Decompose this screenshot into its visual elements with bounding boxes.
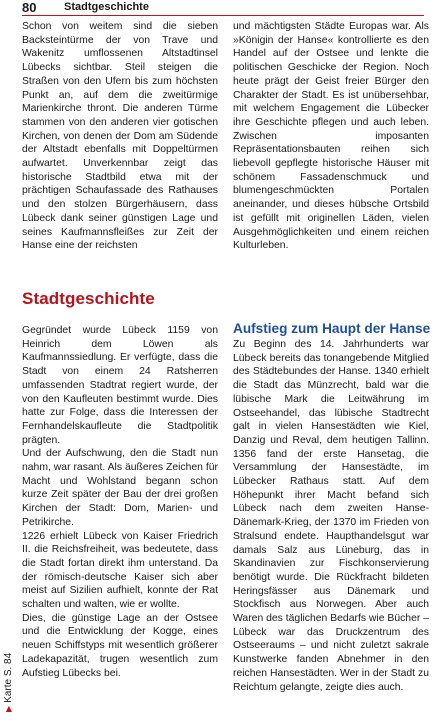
header-rule bbox=[22, 15, 424, 16]
intro-right-paragraph: und mächtigsten Städte Europas war. Als »Königin der Hanse« kontrollierte es den Handel auf der Ostsee und lenkte die politischen Geschicke der Region. Noch heute prägt der Geist freier Bürger den Charakter der Stadt. Es ist unübersehbar, mit welchem Engagement die Lübecker ihre Geschichte pflegen und auch leben. Zwischen imposanten Repräsentationsbauten reihen sich liebevoll gepflegte historische Häuser mit schönem Fassadenschmuck und blumengeschmückten Portalen aneinander, und dieses hübsche Ortsbild ist gefüllt mit originellen Läden, vielen Ausgehmöglichkeiten und einem reichen Kulturleben. bbox=[233, 21, 429, 252]
intro-right-column bbox=[233, 20, 429, 253]
section-heading: Stadtgeschichte bbox=[22, 289, 155, 308]
page-number: 80 bbox=[22, 0, 37, 15]
history-paragraph-3: 1226 erhielt Lübeck von Kaiser Friedrich II. die Reichsfreiheit, was bedeutete, dass die Stadt fortan direkt ihm unterstand. Da der römisch-deutsche Kaiser sich aber meist auf Sizilien aufhielt, konnte der Rat schalten und walten, wie er wollte. bbox=[22, 530, 218, 611]
map-reference-label: Karte S. 84 bbox=[3, 652, 14, 703]
running-title: Stadtgeschichte bbox=[64, 1, 149, 13]
history-paragraph-4: Dies, die günstige Lage an der Ostsee und die Entwicklung der Kogge, eines neuen Schiffstyps mit wesentlich größerer Ladekapazität, trugen wesentlich zum Aufstieg Lübecks bei. bbox=[22, 612, 218, 679]
map-reference[interactable] bbox=[3, 653, 14, 712]
page-header bbox=[0, 0, 434, 15]
intro-left-column bbox=[22, 20, 218, 253]
intro-left-paragraph: Schon von weitem sind die sieben Backsteintürme der von Trave und Wakenitz umflossenen Altstadtinsel Lübecks sichtbar. Steil steigen die Straßen von den Ufern bis zum höchsten Punkt an, auf dem die zweitürmige Marienkirche thront. Die anderen Türme stammen von den anderen vier gotischen Kirchen, von denen der Dom am Südende der Altstadt ebenfalls mit Doppeltürmen aufwartet. Unverkennbar zeigt das historische Stadtbild etwa mit der prächtigen Schaufassade des Rathauses und den stolzen Bürgerhäusern, dass Lübeck dank seiner günstigen Lage und seines Kaufmannsfleißes zur Zeit der Hanse eine der reichsten bbox=[22, 21, 218, 252]
triangle-marker-icon: ▶ bbox=[4, 705, 13, 712]
subsection-heading: Aufstieg zum Haupt der Hanse bbox=[233, 321, 431, 336]
hanse-paragraph: Zu Beginn des 14. Jahrhunderts war Lübeck bereits das tonangebende Mitglied des Städtebundes der Hanse. 1340 erhielt die Stadt das Münzrecht, bald war die lübische Mark die Leitwährung im Ostseehandel, das lübische Stadtrecht galt in vielen Hansestädten wie Kiel, Danzig und Reval, dem heutigen Tallinn. 1356 fand der erste Hansetag, die Versammlung der Hansestädte, im Lübecker Rathaus statt. Auf dem Höhepunkt ihrer Macht befand sich Lübeck nach dem zweiten Hanse-Dänemark-Krieg, der 1370 im Frieden von Stralsund endete. Haupthandelsgut war damals Salz aus Lüneburg, das in Skandinavien zur Fischkonservierung benötigt wurde. Die Rückfracht bildeten Heringsfässer aus Dänemark und Stockfisch aus Norwegen. Aber auch Waren des täglichen Bedarfs wie Bücher – Lübeck war das Druckzentrum des Ostseeraums – und nicht zuletzt sakrale Kunstwerke fanden Abnehmer in den reichen Hansestädten. Wer in der Stadt zu Reichtum gelangte, zeigte dies auch. bbox=[233, 339, 429, 693]
history-left-column bbox=[22, 324, 218, 680]
history-paragraph-2: Und der Aufschwung, den die Stadt nun nahm, war rasant. Als äußeres Zeichen für Macht und Wohlstand begann schon kurze Zeit später der Bau der drei großen Kirchen der Stadt: Dom, Marien- und Petrikirche. bbox=[22, 448, 218, 528]
history-paragraph-1: Gegründet wurde Lübeck 1159 von Heinrich dem Löwen als Kaufmannssiedlung. Er verfügte, dass die Stadt von einem 24 Ratsherren umfassenden Stadtrat regiert wurde, der von den Kaufleuten bestimmt wurde. Dies hatte zur Folge, dass die Interessen der Fernhandelskaufleute die Stadtpolitik prägten. bbox=[22, 325, 218, 446]
hanse-right-column bbox=[233, 338, 429, 694]
